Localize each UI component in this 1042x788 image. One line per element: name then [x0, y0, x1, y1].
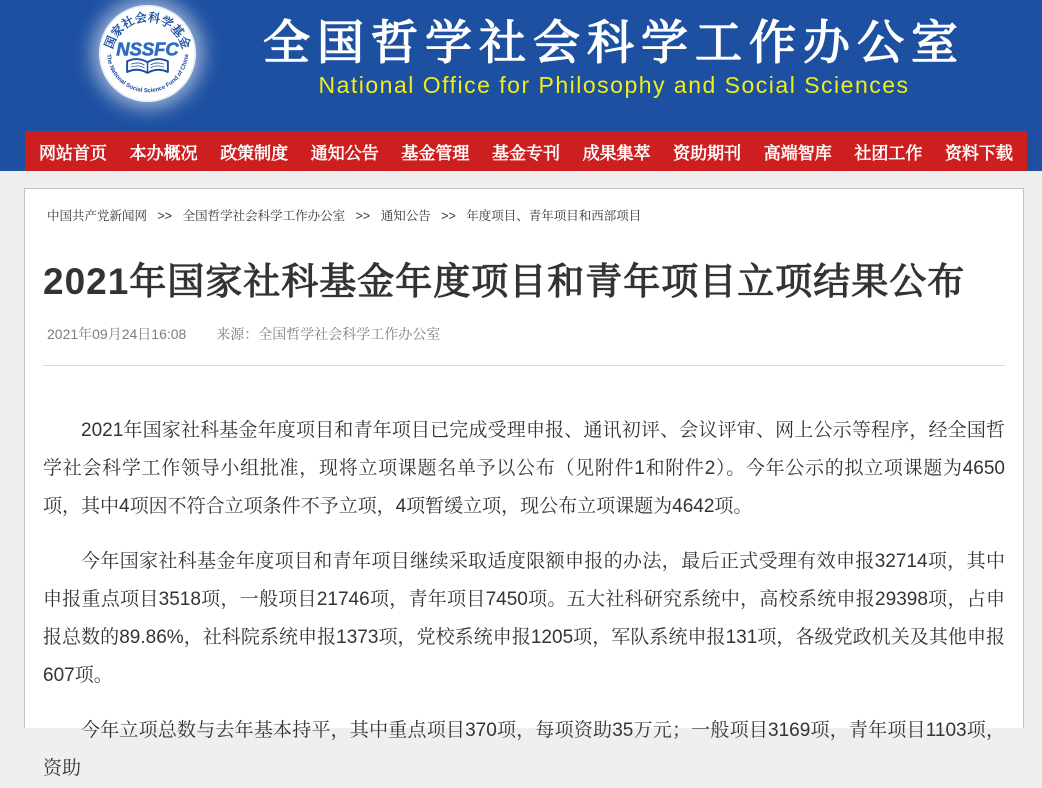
nav-item-fund-journal[interactable]: 基金专刊	[491, 143, 560, 163]
logo-ring-top-text: 国家社会科学基金	[101, 10, 194, 51]
nav-item-associations[interactable]: 社团工作	[854, 143, 923, 163]
main-nav	[0, 131, 1042, 171]
nav-item-about[interactable]: 本办概况	[129, 143, 198, 163]
article-source-link[interactable]: 全国哲学社会科学工作办公室	[258, 326, 441, 342]
nssfc-logo-image	[99, 5, 196, 102]
site-title-en: National Office for Philosophy and Social Sciences	[318, 72, 910, 98]
nav-item-downloads[interactable]: 资料下载	[944, 143, 1013, 163]
site-title-cn: 全国哲学社会科学工作办公室	[263, 18, 965, 70]
breadcrumb-separator: >>	[355, 209, 371, 223]
breadcrumb-separator: >>	[157, 209, 173, 223]
article-body	[43, 412, 1005, 788]
article-meta	[43, 324, 1005, 344]
nav-item-policy[interactable]: 政策制度	[220, 143, 289, 163]
nav-item-fund-management[interactable]: 基金管理	[401, 143, 470, 163]
nav-item-achievements[interactable]: 成果集萃	[582, 143, 651, 163]
nav-item-notices[interactable]: 通知公告	[310, 143, 379, 163]
article-title: 2021年国家社科基金年度项目和青年项目立项结果公布	[43, 261, 966, 302]
breadcrumb-separator: >>	[441, 209, 456, 223]
breadcrumb-link-notices[interactable]: 通知公告	[380, 209, 431, 223]
nav-item-think-tanks[interactable]: 高端智库	[763, 143, 832, 163]
paragraph: 2021年国家社科基金年度项目和青年项目已完成受理申报、通讯初评、会议评审、网上公示等程序，经全国哲学社会科学工作领导小组批准，现将立项课题名单予以公布（见附件1和附件2）。今年公示的拟立项课题为4650项，其中4项因不符合立项条件不予立项，4项暂缓立项，现公布立项课题为4642项。	[43, 420, 1005, 517]
article-source-label: 来源：	[216, 326, 259, 342]
nav-item-home[interactable]: 网站首页	[39, 143, 107, 163]
breadcrumb-link-cpcnews[interactable]: 中国共产党新闻网	[47, 209, 148, 223]
article-panel	[24, 188, 1024, 779]
nav-bar	[25, 131, 1027, 171]
logo-acronym: NSSFC	[116, 38, 179, 60]
breadcrumb-link-category[interactable]: 年度项目、青年项目和西部项目	[466, 209, 642, 223]
logo-ring-bottom-text: The National Social Science Fund of China	[104, 53, 191, 95]
breadcrumb	[43, 189, 1005, 224]
site-header	[0, 0, 1042, 131]
breadcrumb-link-office[interactable]: 全国哲学社会科学工作办公室	[182, 209, 346, 223]
paragraph: 今年国家社科基金年度项目和青年项目继续采取适度限额申报的办法，最后正式受理有效申报32714项，其中申报重点项目3518项，一般项目21746项，青年项目7450项。五大社科研究系统中，高校系统申报29398项，占申报总数的89.86%，社科院系统申报1373项，党校系统申报1205项，军队系统申报131项，各级党政机关及其他申报607项。	[43, 551, 1005, 686]
nssfc-logo[interactable]	[99, 5, 196, 102]
open-book-icon	[127, 59, 168, 73]
content-area	[0, 188, 1042, 779]
site-titles	[186, 0, 1042, 99]
divider	[43, 365, 1005, 366]
paragraph: 今年立项总数与去年基本持平，其中重点项目370项，每项资助35万元；一般项目3169项，青年项目1103项，资助	[43, 720, 1005, 779]
nav-item-funded-periodicals[interactable]: 资助期刊	[673, 143, 742, 163]
article-date: 2021年09月24日16:08	[47, 326, 187, 342]
